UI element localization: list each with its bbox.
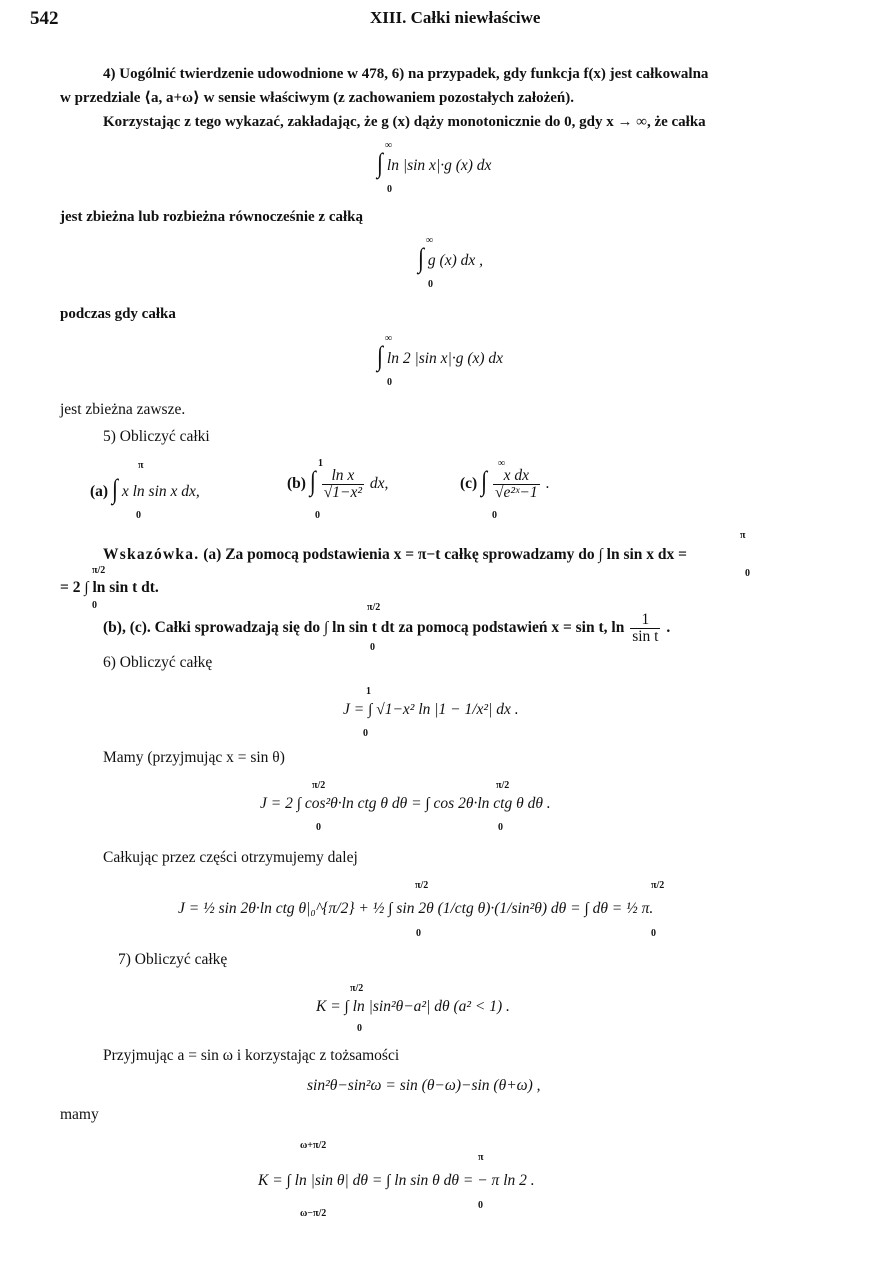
equation-J3: J = ½ sin 2θ·ln ctg θ|₀^{π/2} + ½ ∫ sin 2θ (1/ctg θ)·(1/sin²θ) dθ = ∫ dθ = ½ π. bbox=[178, 900, 654, 917]
p6-substitution: Mamy (przyjmując x = sin θ) bbox=[103, 749, 285, 766]
p5-title: 5) Obliczyć całki bbox=[103, 428, 210, 445]
hint-line1: Wskazówka. (a) Za pomocą podstawienia x = π−t całkę sprowadzamy do ∫ ln sin x dx = bbox=[103, 546, 688, 563]
p6-parts: Całkując przez części otrzymujemy dalej bbox=[103, 849, 358, 866]
p7-title: 7) Obliczyć całkę bbox=[118, 951, 228, 968]
p4-line2: w przedziale ⟨a, a+ω⟩ w sensie właściwym (z zachowaniem pozostałych założeń). bbox=[60, 90, 574, 106]
equation-3: ∞ ∫ ln 2 |sin x|·g (x) dx 0 bbox=[377, 333, 504, 388]
page: 542 XIII. Całki niewłaściwe 4) Uogólnić twierdzenie udowodnione w 478, 6) na przypadek, gdy funkcja f(x) jest całkowalna w przedziale ⟨a, a+ω⟩ w sensie właściwym (z zachowaniem pozostałych założeń). Korzystając z tego wykazać, zakładając, że g (x) dąży monotonicznie do 0, gdy x → ∞, że całka ∞ ∫ ln |sin x|·g (x) dx 0 jest zbieżna lub rozbieżna równocześnie z całką ∞ ∫ g (x) dx , 0 podczas gdy całka ∞ ∫ ln 2 |sin x|·g (x) dx 0 jest zbieżna zawsze. 5) Obliczyć całki (a) π ∫ x ln sin x dx, 0 (b) 1 ∫ $\frac{\text{ln x}}{\text{√1−x²}}$ dx, 0 (c) ∞ ∫ $\frac{\text{x dx}}{\text{√e²ˣ−1}}$ . 0 Wskazówka. (a) Za pomocą podstawienia x = π−t całkę sprowadzamy do ∫ ln sin x dx = π 0 π/2 = 2 ∫ ln sin t dt. 0 (b), (c). Całki sprowadzają się do ∫ ln sin t dt za pomocą podstawień x = sin t, ln $\frac{1}{\text{sin t}}$ . π/2 0 6) Obliczyć całkę J = ∫ √1−x² ln |1 − 1/x²| dx . 1 0 Mamy (przyjmując x = sin θ) J = 2 ∫ cos²θ·ln ctg θ dθ = ∫ cos 2θ·ln ctg θ dθ . π/2 0 π/2 0 Całkując przez części otrzymujemy dalej J = ½ sin 2θ·ln ctg θ|₀^{π/2} + ½ ∫ sin 2θ (1/ctg θ)·(1/sin²θ) dθ = ∫ dθ = ½ π. π/2 0 π/2 0 7) Obliczyć całkę K = ∫ ln |sin²θ−a²| dθ (a² < 1) . π/2 0 Przyjmując a = sin ω i korzystając z tożsamości sin²θ−sin²ω = sin (θ−ω)−sin (θ+ω) , mamy K = ∫ ln |sin θ| dθ = ∫ ln sin θ dθ = − π ln 2 . ω+π/2 ω−π/2 π 0 bbox=[30, 8, 750, 1219]
p4-line4: jest zbieżna lub rozbieżna równocześnie z całką bbox=[60, 209, 364, 225]
hint-line2: = 2 ∫ ln sin t dt. bbox=[60, 579, 159, 596]
equation-J: J = ∫ √1−x² ln |1 − 1/x²| dx . bbox=[343, 701, 519, 718]
p6-title: 6) Obliczyć całkę bbox=[103, 654, 213, 671]
chapter-title: XIII. Całki niewłaściwe bbox=[370, 8, 541, 27]
integral-b: (b) 1 ∫ $\frac{\text{ln x}}{\text{√1−x²}}$ dx, 0 bbox=[287, 458, 389, 521]
equation-J2: J = 2 ∫ cos²θ·ln ctg θ dθ = ∫ cos 2θ·ln ctg θ dθ . bbox=[260, 795, 551, 812]
equation-K: K = ∫ ln |sin²θ−a²| dθ (a² < 1) . bbox=[316, 998, 510, 1015]
integral-a: (a) π ∫ x ln sin x dx, 0 bbox=[90, 460, 200, 521]
equation-1: ∞ ∫ ln |sin x|·g (x) dx 0 bbox=[377, 140, 492, 195]
p4-line1: 4) Uogólnić twierdzenie udowodnione w 478, 6) na przypadek, gdy funkcja f(x) jest całkowalna bbox=[103, 66, 709, 82]
hint-line3: (b), (c). Całki sprowadzają się do ∫ ln sin t dt za pomocą podstawień x = sin t, ln $\frac{1}{\text{sin t}}$ . bbox=[103, 611, 671, 645]
integral-c: (c) ∞ ∫ $\frac{\text{x dx}}{\text{√e²ˣ−1}}$ . 0 bbox=[460, 458, 550, 521]
p4-line5: podczas gdy całka bbox=[60, 306, 176, 322]
identity: sin²θ−sin²ω = sin (θ−ω)−sin (θ+ω) , bbox=[307, 1077, 541, 1094]
p4-line3: Korzystając z tego wykazać, zakładając, że g (x) dąży monotonicznie do 0, gdy x → ∞, że całka bbox=[103, 114, 706, 130]
equation-K2: K = ∫ ln |sin θ| dθ = ∫ ln sin θ dθ = − π ln 2 . bbox=[258, 1172, 535, 1189]
p4-line6: jest zbieżna zawsze. bbox=[60, 401, 186, 418]
p7-mamy: mamy bbox=[60, 1106, 99, 1123]
page-number: 542 bbox=[30, 8, 59, 29]
equation-2: ∞ ∫ g (x) dx , 0 bbox=[418, 235, 483, 290]
p7-substitution: Przyjmując a = sin ω i korzystając z tożsamości bbox=[103, 1047, 400, 1064]
